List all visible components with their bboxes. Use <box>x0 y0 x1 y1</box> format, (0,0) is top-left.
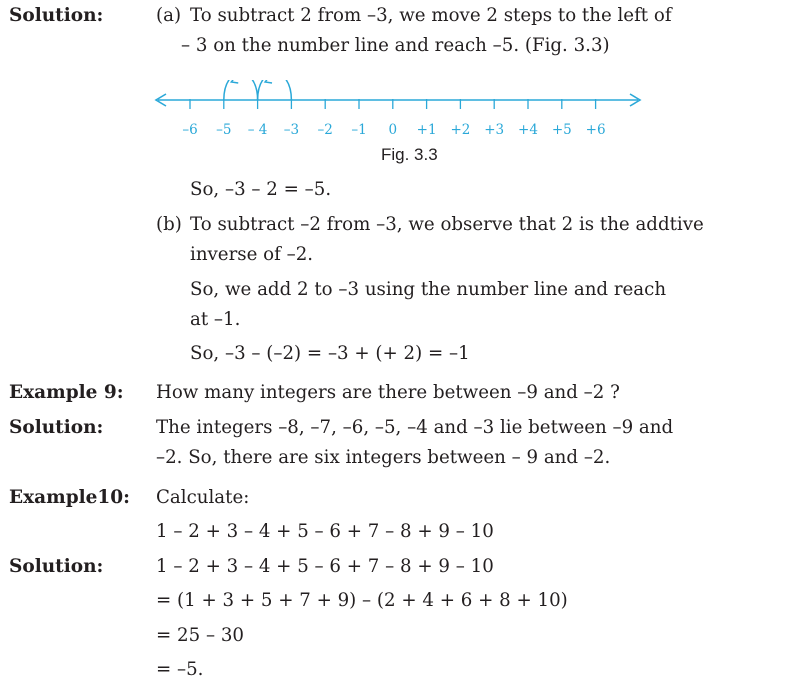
jump-arc <box>258 80 292 100</box>
part-a-line-2: – 3 on the number line and reach –5. (Fig. 3.3) <box>181 35 610 56</box>
jump-arrowhead-icon <box>231 80 238 83</box>
example-9-answer-line-1: The integers –8, –7, –6, –5, –4 and –3 lie between –9 and <box>156 417 674 438</box>
number-line-figure <box>150 80 650 142</box>
tick-label: +4 <box>518 122 538 138</box>
tick-label: +6 <box>585 122 606 138</box>
example-9-answer-line-2: –2. So, there are six integers between – 9 and –2. <box>156 447 611 468</box>
part-b-line-5: So, –3 – (–2) = –3 + (+ 2) = –1 <box>190 343 470 364</box>
example-10-step-4: = –5. <box>156 659 204 680</box>
tick-labels <box>182 122 605 138</box>
solution-label-example-10: Solution: <box>9 556 104 577</box>
example-10-prompt: Calculate: <box>156 487 250 508</box>
example-10-step-3: = 25 – 30 <box>156 625 244 646</box>
part-a-marker: (a) <box>156 5 182 26</box>
jump-arcs <box>224 80 292 100</box>
jump-arrowhead-icon <box>265 80 272 83</box>
solution-label: Solution: <box>9 5 104 26</box>
tick-label: +5 <box>551 122 572 138</box>
tick-label: –3 <box>283 122 300 138</box>
part-a-line-1: To subtract 2 from –3, we move 2 steps to the left of <box>190 5 672 26</box>
tick-label: 0 <box>388 122 398 138</box>
tick-label: +1 <box>416 122 437 138</box>
part-b-marker: (b) <box>156 214 182 235</box>
tick-label: –1 <box>351 122 367 138</box>
part-b-line-4: at –1. <box>190 309 241 330</box>
tick-label: –2 <box>317 122 333 138</box>
tick-label: +3 <box>484 122 505 138</box>
tick-label: –5 <box>216 122 232 138</box>
example-10-expression: 1 – 2 + 3 – 4 + 5 – 6 + 7 – 8 + 9 – 10 <box>156 521 494 542</box>
part-b-line-3: So, we add 2 to –3 using the number line and reach <box>190 279 667 300</box>
figure-caption: Fig. 3.3 <box>381 145 438 164</box>
part-b-line-2: inverse of –2. <box>190 244 314 265</box>
part-a-result: So, –3 – 2 = –5. <box>190 179 332 200</box>
tick-label: +2 <box>450 122 471 138</box>
example-9-label: Example 9: <box>9 382 124 403</box>
tick-label: –6 <box>182 122 198 138</box>
jump-arc <box>224 80 258 100</box>
example-9-question: How many integers are there between –9 and –2 ? <box>156 382 620 403</box>
example-10-label: Example10: <box>9 487 130 508</box>
tick-label: – 4 <box>247 122 268 138</box>
solution-label-example-9: Solution: <box>9 417 104 438</box>
example-10-step-1: 1 – 2 + 3 – 4 + 5 – 6 + 7 – 8 + 9 – 10 <box>156 556 494 577</box>
example-10-step-2: = (1 + 3 + 5 + 7 + 9) – (2 + 4 + 6 + 8 + 10) <box>156 590 568 611</box>
part-b-line-1: To subtract –2 from –3, we observe that 2 is the addtive <box>190 214 704 235</box>
